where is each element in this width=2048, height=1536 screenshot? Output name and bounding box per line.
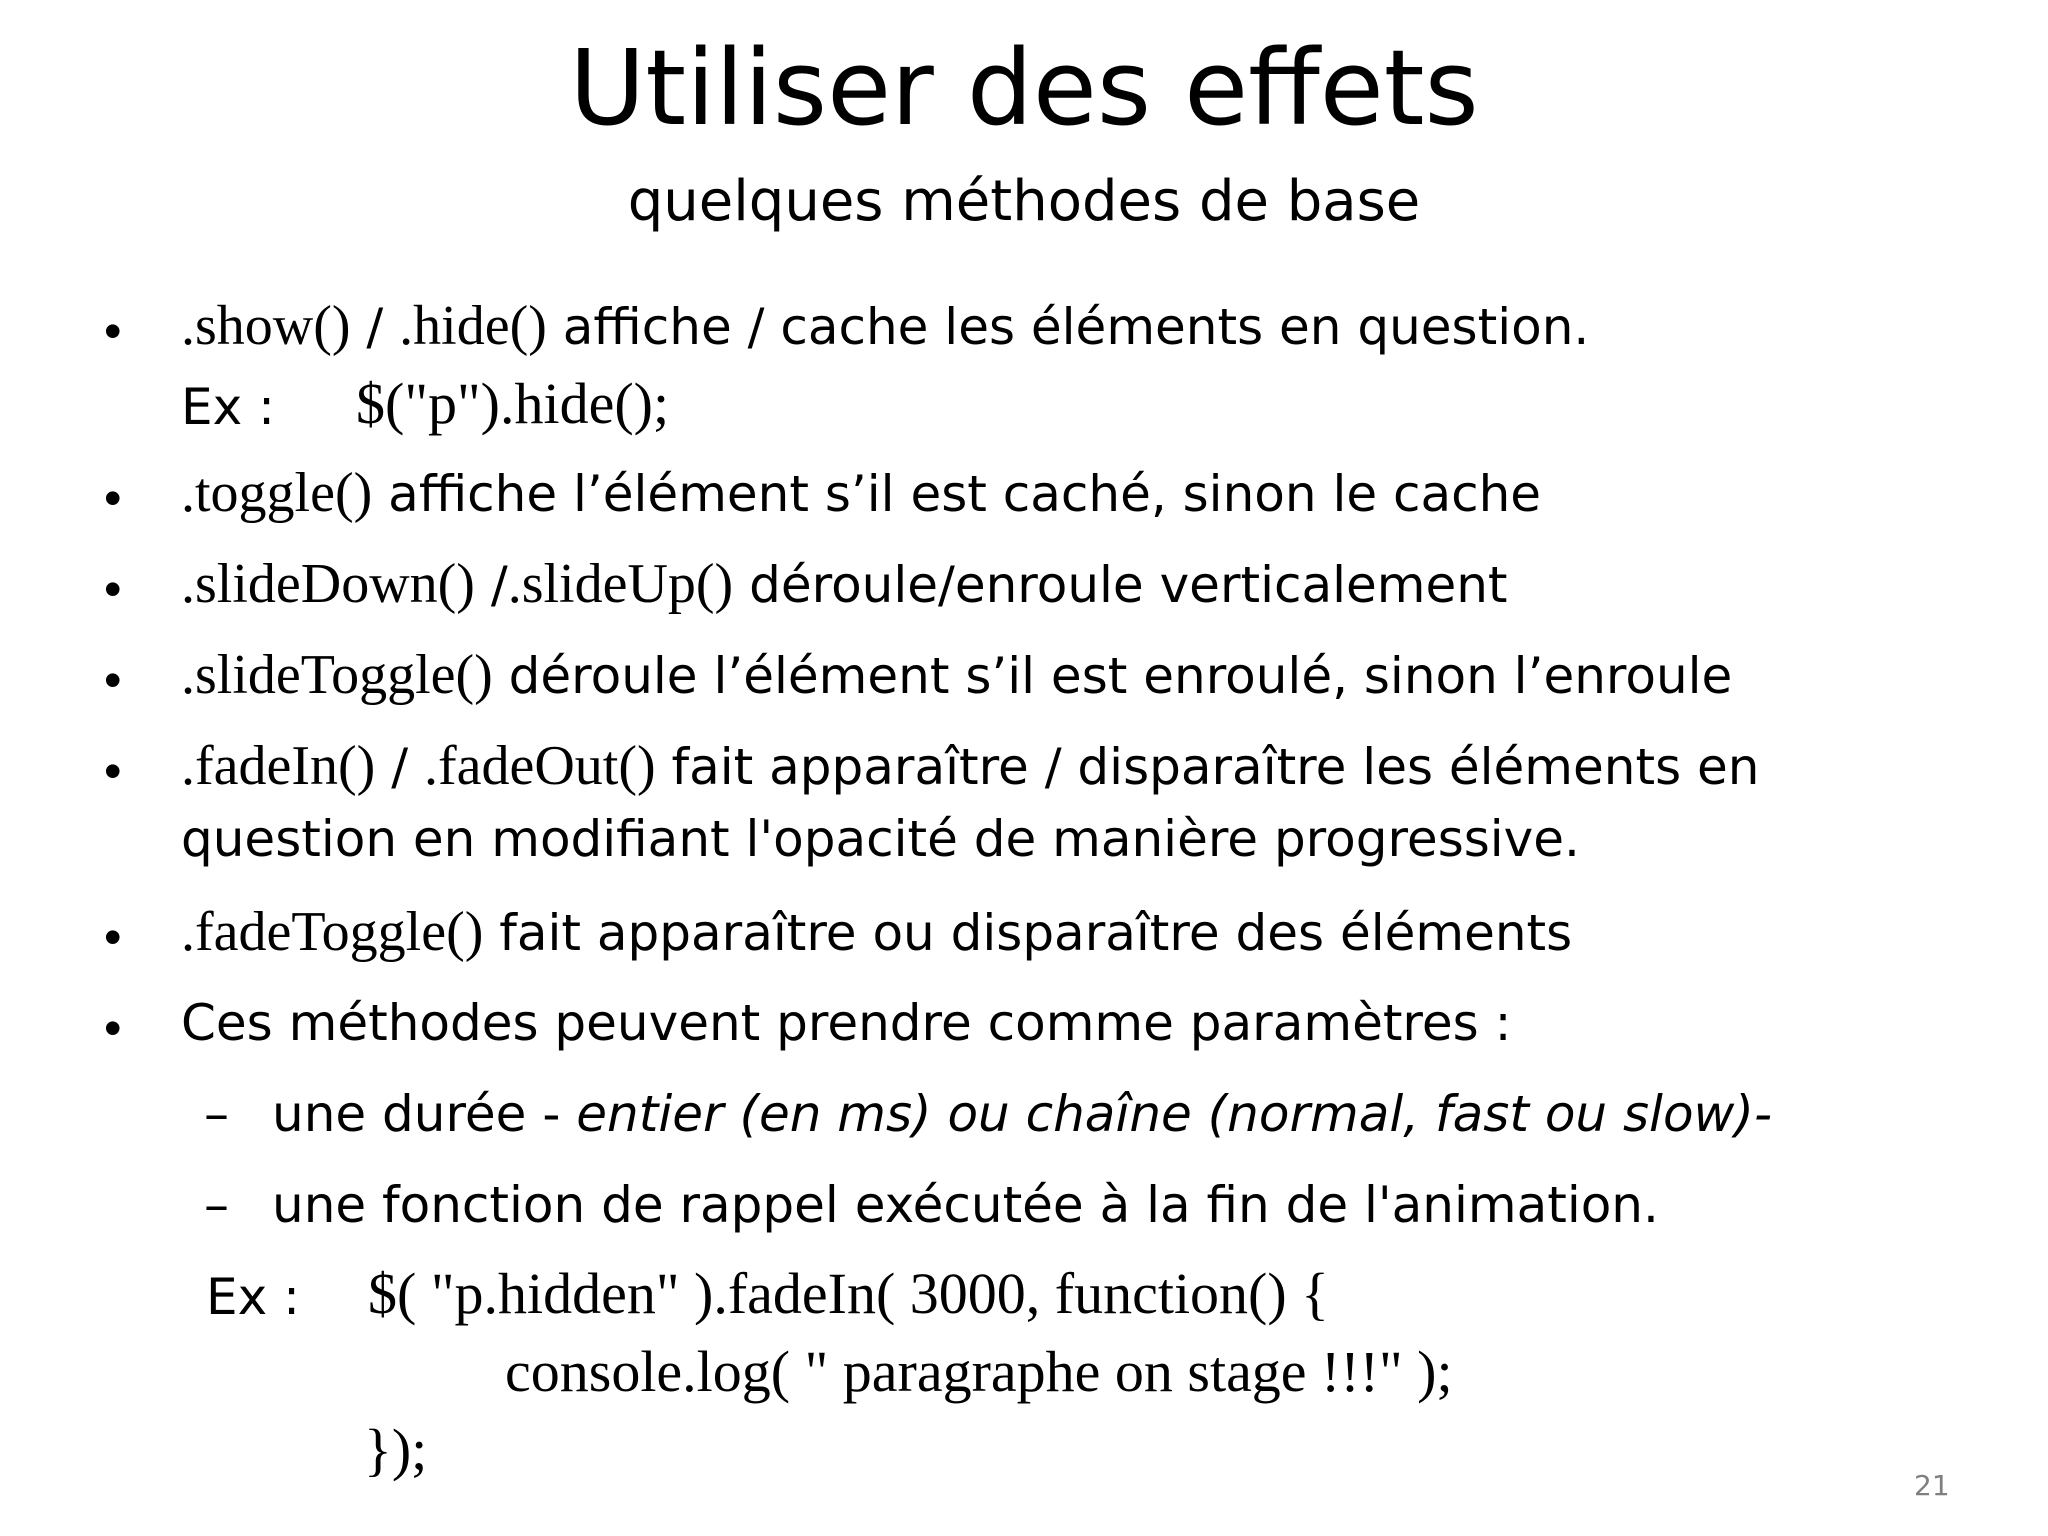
bullet-marker: • <box>104 1000 122 1056</box>
bullet-slide <box>181 552 1508 616</box>
code-slidetoggle: .slideToggle() <box>181 644 493 706</box>
slide-title: Utiliser des effets <box>569 27 1479 149</box>
example-label: Ex : <box>206 1268 300 1326</box>
separator: / <box>350 298 400 356</box>
code-toggle: .toggle() <box>181 462 373 524</box>
example-code: $("p").hide(); <box>356 371 670 436</box>
example-code-line-2: console.log( " paragraphe on stage !!!" ); <box>505 1339 1453 1404</box>
code-slideup: .slideUp() <box>507 553 734 615</box>
sub-bullet-italic: entier (en ms) ou chaîne (normal, fast ou slow)- <box>576 1085 1772 1143</box>
code-fadeout: .fadeOut() <box>423 735 656 797</box>
sub-bullet-text: une durée - <box>272 1085 577 1143</box>
bullet-fade <box>181 734 1759 798</box>
bullet-show-hide <box>181 294 1589 358</box>
bullet-text: fait apparaître ou disparaître des éléments <box>483 904 1573 962</box>
bullet-marker: • <box>104 470 122 526</box>
separator: / <box>474 556 508 614</box>
page-number: 21 <box>1914 1469 1950 1502</box>
bullet-marker: • <box>104 303 122 359</box>
bullet-text: déroule/enroule verticalement <box>733 556 1508 614</box>
code-hide: .hide() <box>399 295 547 357</box>
example-label: Ex : <box>181 378 275 436</box>
bullet-fadetoggle <box>181 900 1572 964</box>
bullet-toggle <box>181 461 1541 525</box>
bullet-parameters: Ces méthodes peuvent prendre comme paramètres : <box>181 994 1512 1052</box>
bullet-text: déroule l’élément s’il est enroulé, sinon l’enroule <box>492 647 1733 705</box>
code-slidedown: .slideDown() <box>181 553 475 615</box>
bullet-marker: • <box>104 909 122 965</box>
sub-bullet-duration <box>272 1085 1772 1143</box>
bullet-text: affiche / cache les éléments en question. <box>546 298 1590 356</box>
example-code-line-1: $( "p.hidden" ).fadeIn( 3000, function() { <box>368 1261 1330 1326</box>
bullet-text: fait apparaître / disparaître les éléments en <box>655 738 1760 796</box>
code-fadetoggle: .fadeToggle() <box>181 901 484 963</box>
bullet-marker: • <box>104 743 122 799</box>
code-fadein: .fadeIn() <box>181 735 376 797</box>
bullet-fade-continued: question en modifiant l'opacité de manière progressive. <box>181 810 1580 868</box>
code-show: .show() <box>181 295 351 357</box>
bullet-text: affiche l’élément s’il est caché, sinon le cache <box>372 465 1542 523</box>
separator: / <box>375 738 424 796</box>
example-code-line-3: }); <box>364 1417 428 1482</box>
sub-bullet-dash: – <box>204 1085 229 1143</box>
bullet-marker: • <box>104 652 122 708</box>
bullet-slidetoggle <box>181 643 1732 707</box>
sub-bullet-callback: une fonction de rappel exécutée à la fin de l'animation. <box>272 1176 1659 1234</box>
slide-subtitle: quelques méthodes de base <box>627 169 1421 234</box>
bullet-marker: • <box>104 561 122 617</box>
sub-bullet-dash: – <box>204 1176 229 1234</box>
